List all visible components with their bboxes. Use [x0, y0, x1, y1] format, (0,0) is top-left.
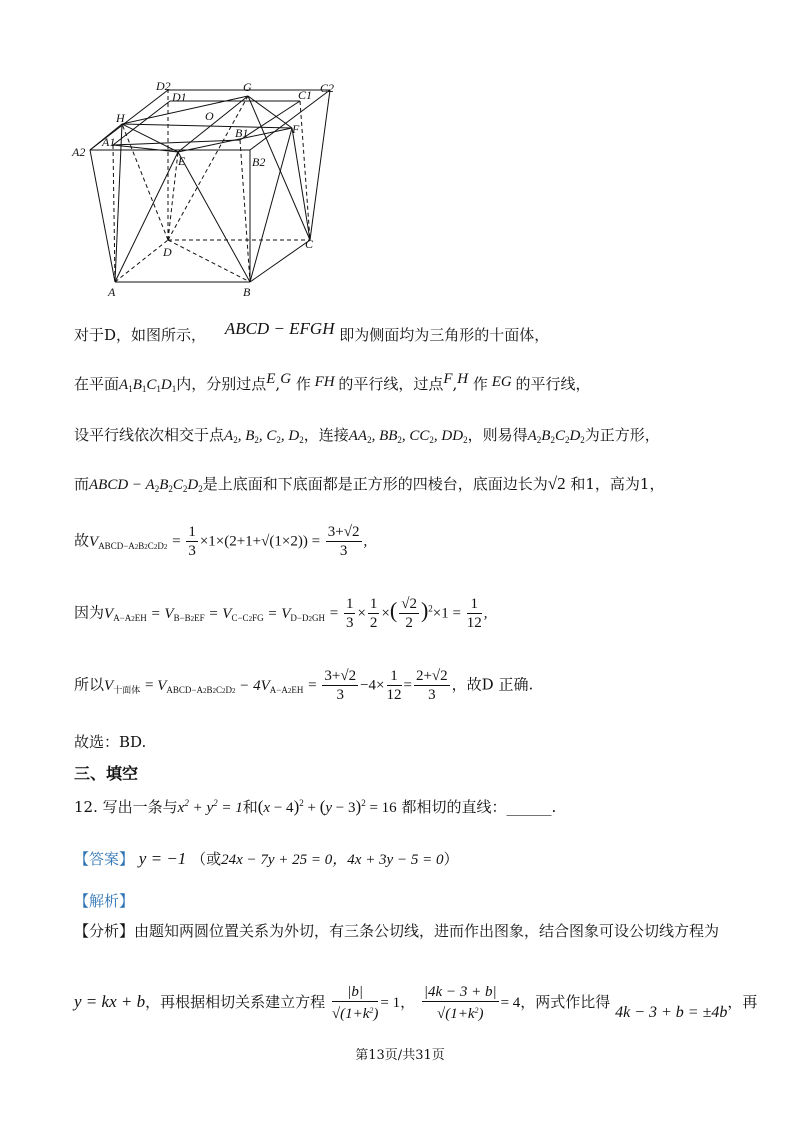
analysis-line-2: y = kx + b，再根据相切关系建立方程 $\frac{|b|}{√(1+k^2)}$ = 1， $\frac{|4k - 3 + b|}{√(1+k^2)}$ = 4，两式作比得 4k − 3 + b = ±4b，再: [74, 984, 758, 1022]
label-H: H: [116, 111, 125, 125]
label-D2: D2: [156, 79, 171, 93]
label-B1: B1: [235, 126, 249, 140]
label-O: O: [205, 109, 214, 123]
label-B: B: [243, 285, 251, 299]
label-C: C: [305, 237, 314, 251]
polyhedron-name: ABCD − EFGH: [224, 319, 335, 338]
formula-pyramid-volume: 因为$V_{A-A2EH} = V_{B-B2EF} = V_{C-C2FG} = V_{D-D2GH}$ = $\frac{1}{3}$ × $\frac{1}{2}$ ×( $\frac{√2}{2}$ )$^2$×1 = $\frac{1}{12}$ ,: [74, 596, 488, 631]
label-C2: C2: [320, 81, 335, 95]
paragraph-intersections: 设平行线依次相交于点$A_2$, $B_2$, $C_2$, $D_2$，连接$AA_2$, $BB_2$, $CC_2$, $DD_2$，则易得$A_2B_2C_2D_2$为正方形，: [74, 426, 660, 445]
label-D1: D1: [172, 90, 187, 104]
answer-tag: 【答案】: [74, 850, 135, 868]
question-12: 12. 写出一条与$x^2 + y^2 = 1$和$(x - 4)^2 + (y - 3)^2 = 16$ 都相切的直线：______.: [74, 797, 557, 816]
formula-frustum-volume: 故$V_{ABCD-A2B2C2D2}$ = $\frac{1}{3}$ ×1×(2+1+√(1×2)) = $\frac{3+√2}{3}$ ,: [74, 524, 368, 559]
analysis-line-1: 【分析】由题知两圆位置关系为外切，有三条公切线，进而作出图象，结合图象可设公切线方程为: [74, 922, 720, 940]
paragraph-intro: 对于D，如图所示， ABCD − EFGH 即为侧面均为三角形的十面体，: [74, 319, 550, 344]
label-G: G: [243, 80, 252, 94]
paragraph-parallel-lines: 在平面$A_1B_1C_1D_1$内，分别过点E,G 作 FH 的平行线，过点F,H 作 EG 的平行线，: [74, 371, 591, 394]
label-C1: C1: [298, 88, 313, 102]
formula-decahedron-volume: 所以$V_{十面体} = V_{ABCD-A2B2C2D2} - 4V_{A-A2EH}$ = $\frac{3+√2}{3}$ −4× $\frac{1}{12}$ = $\frac{2+√2}{3}$ ，故D 正确.: [74, 668, 534, 703]
answer-choice: 故选：BD.: [74, 733, 147, 751]
label-F: F: [292, 122, 300, 136]
decahedron-figure: [70, 78, 350, 300]
section-title: 三、填空: [74, 764, 139, 783]
label-A2: A2: [72, 145, 86, 159]
label-E: E: [178, 154, 186, 168]
label-B2: B2: [252, 155, 266, 169]
label-A1: A1: [102, 135, 116, 149]
label-D: D: [163, 245, 172, 259]
page-footer: 第13页/共31页: [355, 1048, 445, 1063]
label-A: A: [108, 285, 116, 299]
analysis-tag: 【解析】: [74, 892, 135, 910]
paragraph-frustum: 而ABCD − $A_2B_2C_2D_2$是上底面和下底面都是正方形的四棱台，底面边长为√2 和1，高为1，: [74, 474, 665, 494]
answer-line: 【答案】 y = −1 （或24x − 7y + 25 = 0，4x + 3y − 5 = 0）: [74, 849, 459, 868]
